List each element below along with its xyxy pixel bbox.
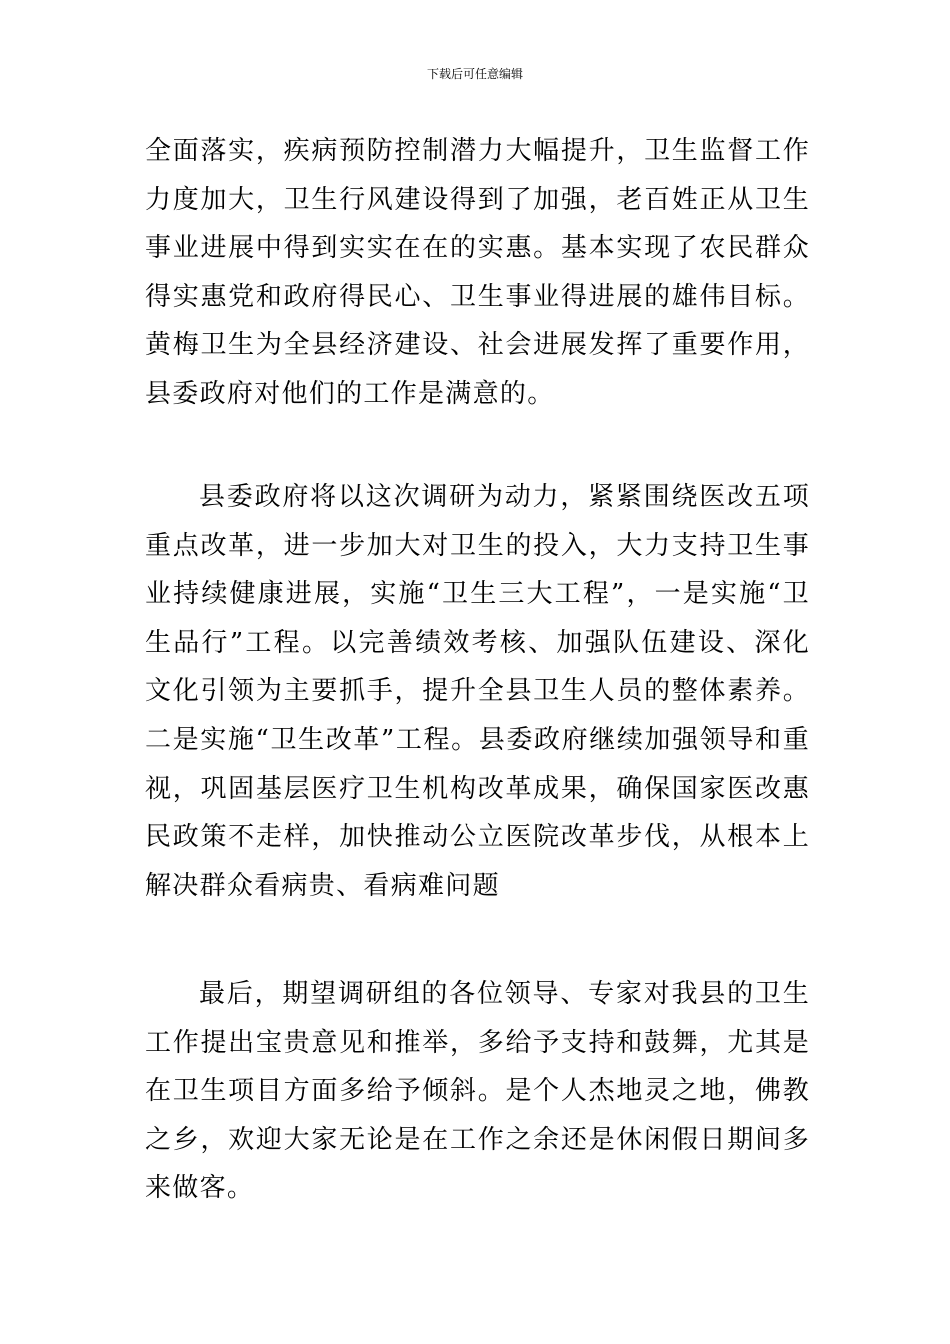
- paragraph-text: 全面落实，疾病预防控制潜力大幅提升，卫生监督工作力度加大，卫生行风建设得到了加强，老百姓正从卫生事业进展中得到实实在在的实惠。基本实现了农民群众得实惠党和政府得民心、卫生事业得进展的雄伟目标。黄梅卫生为全县经济建设、社会进展发挥了重要作用，县委政府对他们的工作是满意的。: [145, 136, 810, 409]
- paragraph-text: 县委政府将以这次调研为动力，紧紧围绕医改五项重点改革，进一步加大对卫生的投入，大力支持卫生事业持续健康进展，实施“卫生三大工程”，一是实施“卫生品行”工程。以完善绩效考核、加强队伍建设、深化文化引领为主要抓手，提升全县卫生人员的整体素养。二是实施“卫生改革”工程。县委政府继续加强领导和重视，巩固基层医疗卫生机构改革成果，确保国家医改惠民政策不走样，加快推动公立医院改革步伐，从根本上解决群众看病贵、看病难问题: [145, 482, 810, 901]
- paragraph-1: [145, 127, 810, 419]
- paragraph-text: 最后，期望调研组的各位领导、专家对我县的卫生工作提出宝贵意见和推举，多给予支持和鼓舞，尤其是在卫生项目方面多给予倾斜。是个人杰地灵之地，佛教之乡，欢迎大家无论是在工作之余还是休闲假日期间多来做客。: [145, 979, 810, 1204]
- paragraph-3: [145, 970, 810, 1213]
- paragraph-2: [145, 473, 810, 910]
- page-header: 下载后可任意编辑: [426, 67, 523, 81]
